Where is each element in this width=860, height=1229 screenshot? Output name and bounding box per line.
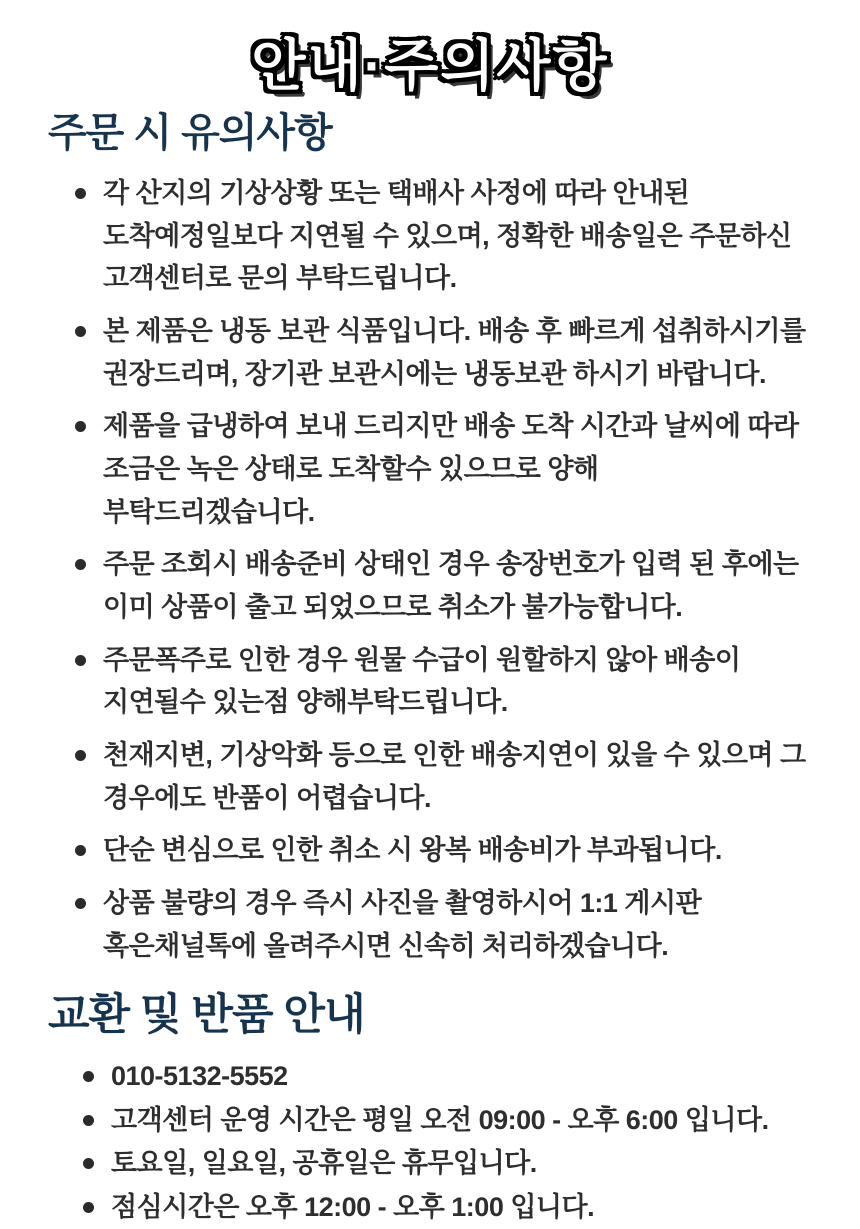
customer-service-phone: 010-5132-5552 [78,1055,818,1098]
exchange-return-heading: 교환 및 반품 안내 [48,991,365,1040]
order-precautions-heading: 주문 시 유의사항 [48,111,332,155]
list-item: 주문 조회시 배송준비 상태인 경우 송장번호가 입력 된 후에는 이미 상품이 출고 되었으므로 취소가 불가능합니다. [70,543,810,628]
list-item: 천재지변, 기상악화 등으로 인한 배송지연이 있을 수 있으며 그 경우에도 반품이 어렵습니다. [70,734,810,819]
list-item: 점심시간은 오후 12:00 - 오후 1:00 입니다. [78,1186,818,1229]
list-item: 본 제품은 냉동 보관 식품입니다. 배송 후 빠르게 섭취하시기를 권장드리며, 장기관 보관시에는 냉동보관 하시기 바랍니다. [70,310,810,395]
list-item: 제품을 급냉하여 보내 드리지만 배송 도착 시간과 날씨에 따라 조금은 녹은 상태로 도착할수 있으므로 양해 부탁드리겠습니다. [70,405,810,533]
list-item: 고객센터 운영 시간은 평일 오전 09:00 - 오후 6:00 입니다. [78,1099,818,1142]
list-item: 상품 불량의 경우 즉시 사진을 촬영하시어 1:1 게시판 혹은채널톡에 올려주시면 신속히 처리하겠습니다. [70,882,810,967]
exchange-return-list [78,1055,818,1229]
page-title-wrap [0,22,860,102]
list-item: 단순 변심으로 인한 취소 시 왕복 배송비가 부과됩니다. [70,829,810,872]
page-title: 안내·주의사항 [251,34,609,97]
order-precautions-list [70,172,810,967]
list-item: 주문폭주로 인한 경우 원물 수급이 원할하지 않아 배송이 지연될수 있는점 양해부탁드립니다. [70,639,810,724]
list-item: 각 산지의 기상상황 또는 택배사 사정에 따라 안내된 도착예정일보다 지연될 수 있으며, 정확한 배송일은 주문하신 고객센터로 문의 부탁드립니다. [70,172,810,300]
list-item: 토요일, 일요일, 공휴일은 휴무입니다. [78,1142,818,1185]
